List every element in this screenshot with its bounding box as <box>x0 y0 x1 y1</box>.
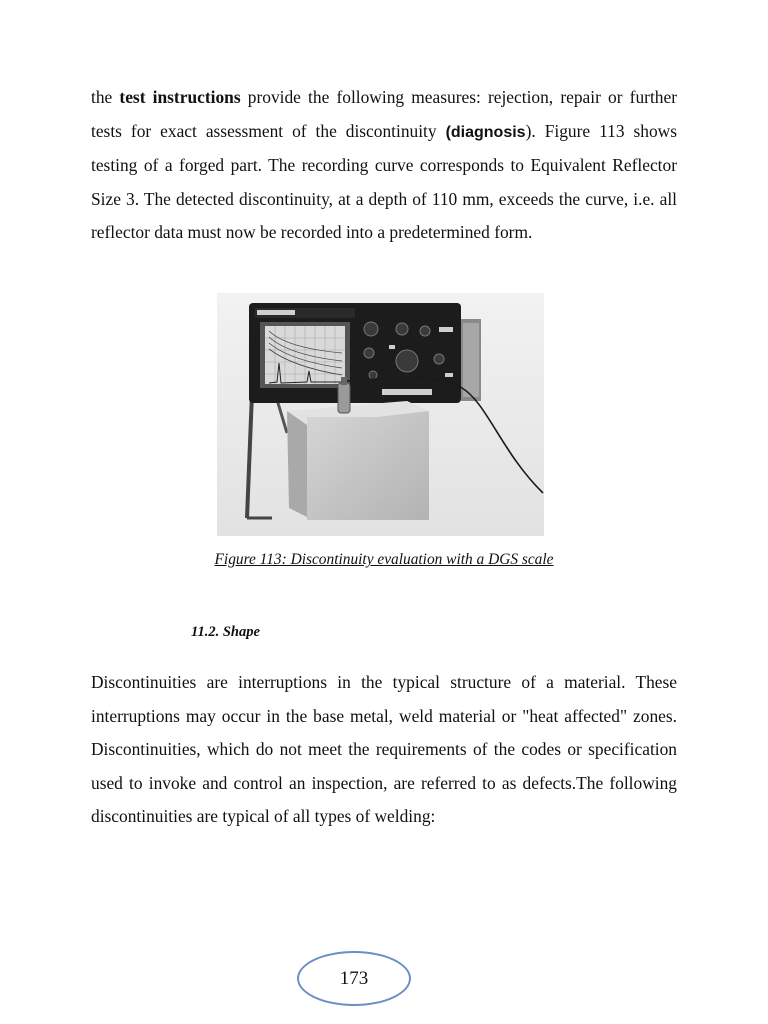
bold-term-test-instructions: test instructions <box>119 87 241 107</box>
page-number-badge <box>297 951 411 1006</box>
text-span: Figure 113 shows testing of a forged part. The recording curve corresponds to Equivalent Reflector Size 3. The detected discontinuity, at a depth of 110 mm, exceeds the curve, i.e. all reflector data must now be recorded into a predetermined form. <box>91 120 677 242</box>
flaw-detector-illustration <box>217 293 544 536</box>
figure-photo-flaw-detector <box>217 293 544 536</box>
section-heading: 11.2. Shape <box>191 624 260 640</box>
figure-caption: Figure 113: Discontinuity evaluation with a DGS scale <box>214 551 554 568</box>
page-number: 173 <box>339 967 369 989</box>
bold-term-diagnosis: (diagnosis <box>445 123 526 141</box>
body-paragraph-1 <box>91 81 677 250</box>
text-span: the <box>91 87 120 107</box>
body-paragraph-2: Discontinuities are interruptions in the typical structure of a material. These interruptions may occur in the base metal, weld material or "heat affected" zones. Discontinuities, which do not meet the requirements of the codes or specification used to invoke and control an inspection, are referred to as defects.The following discontinuities are typical of all types of welding: <box>91 672 677 826</box>
text-span: provide the following measures: rejection, repair or further tests for exact assessment of the discontinuity <box>91 87 677 141</box>
text-span: ). <box>525 120 536 141</box>
